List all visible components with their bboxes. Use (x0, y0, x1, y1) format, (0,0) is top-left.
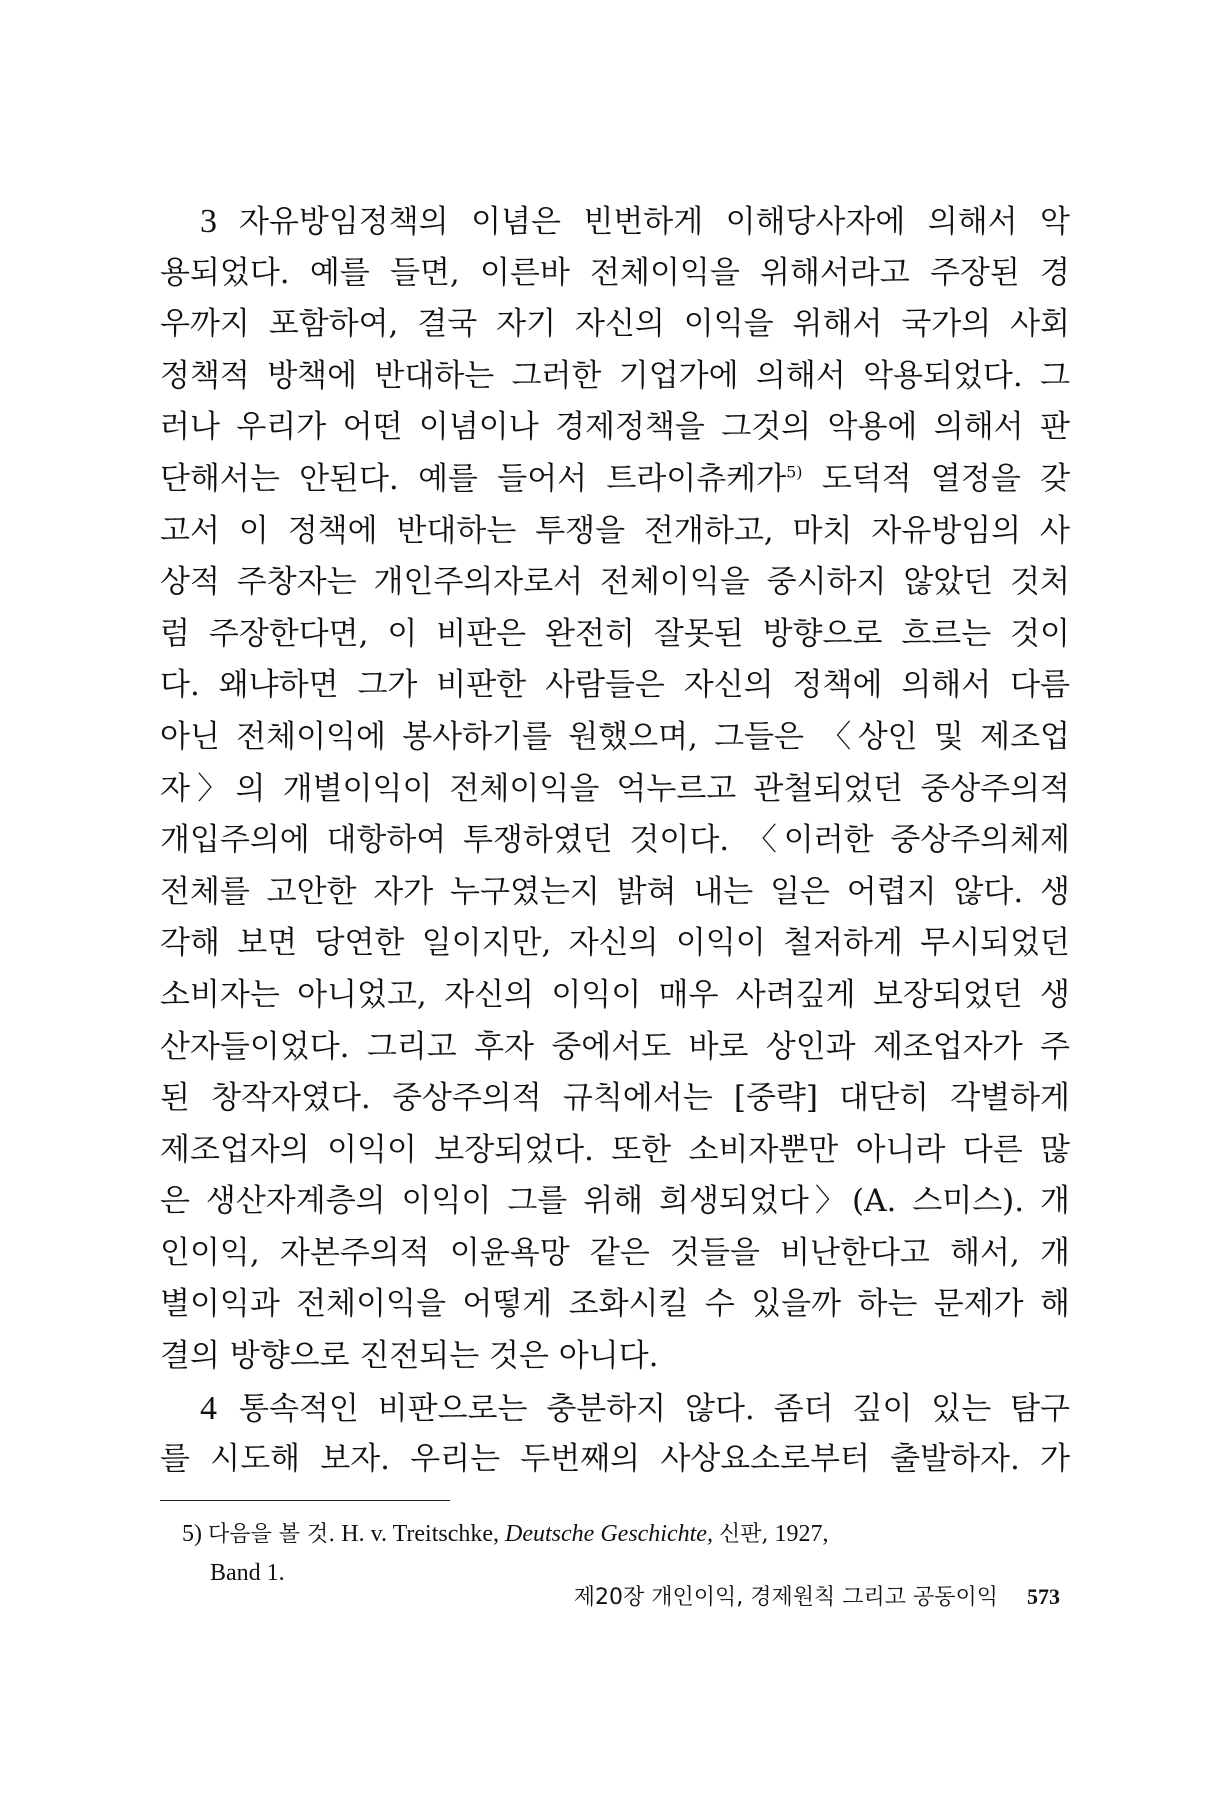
footnote-edition: 신판, (718, 1521, 769, 1547)
text-line: 정책적 방책에 반대하는 그러한 기업가에 의해서 악용되었다. 그 (160, 357, 1070, 394)
footnote-divider (160, 1500, 450, 1501)
text-line: 각해 보면 당연한 일이지만, 자신의 이익이 철저하게 무시되었던 (160, 925, 1070, 962)
text-line: 별이익과 전체이익을 어떻게 조화시킬 수 있을까 하는 문제가 해 (160, 1286, 1070, 1323)
footnote-author: H. v. Treitschke, (341, 1520, 500, 1547)
text-line: 우까지 포함하여, 결국 자기 자신의 이익을 위해서 국가의 사회 (160, 306, 1070, 343)
footnote-reference[interactable]: 5) (786, 462, 803, 482)
text-line: 산자들이었다. 그리고 후자 중에서도 바로 상인과 제조업자가 주 (160, 1028, 1070, 1065)
text-line: 상적 주창자는 개인주의자로서 전체이익을 중시하지 않았던 것처 (160, 564, 1070, 601)
text-line: 럼 주장한다면, 이 비판은 완전히 잘못된 방향으로 흐르는 것이 (160, 615, 1070, 652)
section-number: 4 (200, 1389, 217, 1427)
chapter-title: 제20장 개인이익, 경제원칙 그리고 공동이익 (573, 1585, 998, 1610)
text-line: 자〉의 개별이익이 전체이익을 억누르고 관철되었던 중상주의적 (160, 770, 1070, 807)
footnote-label: 5) (182, 1520, 202, 1547)
section-4-paragraph (160, 1383, 1070, 1486)
footnote-title: Deutsche Geschichte, (505, 1520, 713, 1547)
page-body (160, 196, 1070, 1592)
section-number: 3 (200, 203, 217, 240)
text-line: 다. 왜냐하면 그가 비판한 사람들은 자신의 정책에 의해서 다름 (160, 667, 1070, 704)
footnote-volume: Band 1. (210, 1559, 285, 1586)
text-line: 된 창작자였다. 중상주의적 규칙에서는 [중략] 대단히 각별하게 (160, 1080, 1070, 1117)
text-line: 은 생산자계층의 이익이 그를 위해 희생되었다〉(A. 스미스). 개 (160, 1183, 1070, 1220)
text-line: 결의 방향으로 진전되는 것은 아니다. (160, 1338, 659, 1375)
running-footer (574, 1580, 1060, 1611)
text-line: 인이익, 자본주의적 이윤욕망 같은 것들을 비난한다고 해서, 개 (160, 1234, 1070, 1271)
text-line: 4 통속적인 비판으로는 충분하지 않다. 좀더 깊이 있는 탐구 (200, 1389, 1070, 1427)
text-line: 소비자는 아니었고, 자신의 이익이 매우 사려깊게 보장되었던 생 (160, 976, 1070, 1013)
text-line: 개입주의에 대항하여 투쟁하였던 것이다. 〈이러한 중상주의체제 (160, 822, 1070, 859)
text-line: 고서 이 정책에 반대하는 투쟁을 전개하고, 마치 자유방임의 사 (160, 512, 1070, 549)
text-line: 아닌 전체이익에 봉사하기를 원했으며, 그들은 〈상인 및 제조업 (160, 718, 1070, 755)
text-line: 용되었다. 예를 들면, 이른바 전체이익을 위해서라고 주장된 경 (160, 254, 1070, 291)
text-line: 제조업자의 이익이 보장되었다. 또한 소비자뿐만 아니라 다른 많 (160, 1131, 1070, 1168)
page-number: 573 (1027, 1584, 1060, 1609)
text-line: 를 시도해 보자. 우리는 두번째의 사상요소로부터 출발하자. 가 (160, 1441, 1070, 1478)
footnote-line (182, 1515, 1070, 1554)
section-3-paragraph (160, 196, 1070, 1383)
text-line: 전체를 고안한 자가 누구였는지 밝혀 내는 일은 어렵지 않다. 생 (160, 873, 1070, 910)
text-line: 단해서는 안된다. 예를 들어서 트라이츄케가$^{5)}$ 도덕적 열정을 갖 (160, 460, 1071, 497)
text-line: 러나 우리가 어떤 이념이나 경제정책을 그것의 악용에 의해서 판 (160, 409, 1070, 446)
footnote-year: 1927, (774, 1520, 829, 1547)
text-line: 3 자유방임정책의 이념은 빈번하게 이해당사자에 의해서 악 (200, 203, 1070, 240)
footnote-see: 다음을 볼 것. (208, 1521, 336, 1547)
